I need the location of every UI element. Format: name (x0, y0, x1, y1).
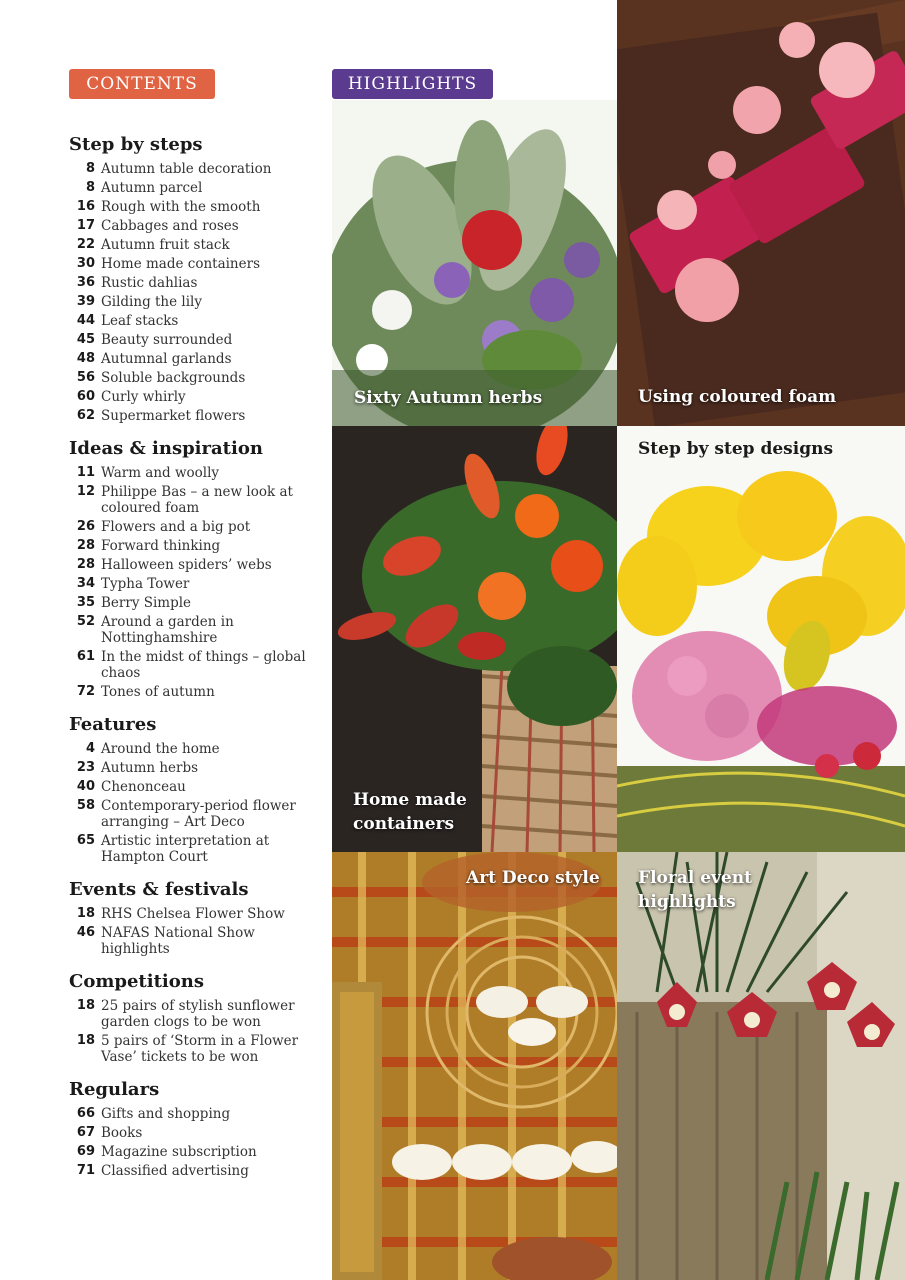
article-title: Halloween spiders’ webs (101, 557, 272, 573)
article-title: Autumn table decoration (101, 161, 272, 177)
article-title: Soluble backgrounds (101, 370, 246, 386)
toc-section (69, 969, 319, 1065)
toc-entry[interactable] (69, 370, 319, 386)
toc-entry[interactable] (69, 1033, 319, 1065)
toc-entry[interactable] (69, 351, 319, 367)
toc-entry[interactable] (69, 614, 319, 646)
page-number: 17 (76, 218, 95, 233)
containers-caption (353, 788, 467, 836)
article-title: Rough with the smooth (101, 199, 261, 215)
article-title: Chenonceau (101, 779, 186, 795)
toc-entry[interactable] (69, 218, 319, 234)
article-title: Contemporary-period flower arranging – Art Deco (101, 798, 296, 830)
toc-entry[interactable] (69, 760, 319, 776)
toc-entry[interactable] (69, 199, 319, 215)
page-number: 69 (76, 1144, 95, 1159)
toc-entry[interactable] (69, 925, 319, 957)
article-title: Autumn parcel (101, 180, 203, 196)
art-deco-caption: Art Deco style (466, 868, 600, 888)
art-deco-photo (332, 852, 617, 1280)
toc-entry[interactable] (69, 538, 319, 554)
section-heading: Ideas & inspiration (69, 438, 263, 459)
highlight-step-by-step-designs[interactable] (617, 426, 905, 852)
page-number: 11 (76, 465, 95, 480)
toc-entry[interactable] (69, 294, 319, 310)
page-number: 35 (76, 595, 95, 610)
toc-entry[interactable] (69, 576, 319, 592)
toc-entry[interactable] (69, 1144, 319, 1160)
page-number: 65 (76, 833, 95, 848)
toc-entry[interactable] (69, 595, 319, 611)
toc-entry[interactable] (69, 741, 319, 757)
highlights-tab: HIGHLIGHTS (332, 69, 493, 99)
page-number: 4 (85, 741, 95, 756)
step-designs-caption: Step by step designs (638, 439, 834, 459)
toc-entry[interactable] (69, 833, 319, 865)
page-number: 28 (76, 557, 95, 572)
section-heading: Regulars (69, 1079, 160, 1100)
highlight-coloured-foam[interactable] (617, 0, 905, 426)
section-heading: Features (69, 714, 157, 735)
article-title: Beauty surrounded (101, 332, 233, 348)
article-title: In the midst of things – global chaos (101, 649, 306, 681)
contents-tab: CONTENTS (69, 69, 215, 99)
toc-entry[interactable] (69, 180, 319, 196)
page-number: 30 (76, 256, 95, 271)
article-title: Gilding the lily (101, 294, 202, 310)
article-title: Around the home (101, 741, 220, 757)
page-number: 12 (76, 484, 95, 499)
section-heading: Competitions (69, 971, 204, 992)
page-number: 60 (76, 389, 95, 404)
article-title: Rustic dahlias (101, 275, 198, 291)
toc-entry[interactable] (69, 998, 319, 1030)
foam-photo (617, 0, 905, 426)
article-title: Classified advertising (101, 1163, 249, 1179)
floral-event-caption (638, 866, 752, 914)
article-title: Curly whirly (101, 389, 186, 405)
containers-caption-line1: Home made (353, 790, 467, 810)
page-number: 18 (76, 998, 95, 1013)
article-title: Artistic interpretation at Hampton Court (101, 833, 270, 865)
toc-entry[interactable] (69, 484, 319, 516)
article-title: Around a garden in Nottinghamshire (101, 614, 234, 646)
article-title: Berry Simple (101, 595, 192, 611)
toc-entry[interactable] (69, 332, 319, 348)
article-title: Typha Tower (101, 576, 190, 592)
highlight-floral-event[interactable] (617, 852, 905, 1280)
toc-entry[interactable] (69, 906, 319, 922)
toc-entry[interactable] (69, 237, 319, 253)
highlight-autumn-herbs[interactable] (332, 100, 617, 426)
page-number: 23 (76, 760, 95, 775)
toc-entry[interactable] (69, 1106, 319, 1122)
page-number: 28 (76, 538, 95, 553)
toc-entry[interactable] (69, 649, 319, 681)
toc-entry[interactable] (69, 1163, 319, 1179)
article-title: Philippe Bas – a new look at coloured foam (101, 484, 293, 516)
toc-entry[interactable] (69, 779, 319, 795)
page-number: 39 (76, 294, 95, 309)
toc-entry[interactable] (69, 256, 319, 272)
article-title: Autumn fruit stack (101, 237, 230, 253)
article-title: Cabbages and roses (101, 218, 239, 234)
article-title: Tones of autumn (101, 684, 215, 700)
article-title: Flowers and a big pot (101, 519, 251, 535)
toc-section (69, 1077, 319, 1179)
page-number: 26 (76, 519, 95, 534)
page-number: 72 (76, 684, 95, 699)
article-title: Autumn herbs (101, 760, 199, 776)
page-number: 62 (76, 408, 95, 423)
toc-entry[interactable] (69, 798, 319, 830)
foam-caption: Using coloured foam (638, 387, 837, 407)
highlight-art-deco-style[interactable] (332, 852, 617, 1280)
page-number: 44 (76, 313, 95, 328)
toc-entry[interactable] (69, 465, 319, 481)
toc-entry[interactable] (69, 275, 319, 291)
article-title: Books (101, 1125, 143, 1141)
page-number: 56 (76, 370, 95, 385)
section-heading: Step by steps (69, 134, 203, 155)
toc-entry[interactable] (69, 408, 319, 424)
page-number: 16 (76, 199, 95, 214)
page-number: 66 (76, 1106, 95, 1121)
toc-section (69, 877, 319, 957)
toc-section (69, 132, 319, 424)
article-title: RHS Chelsea Flower Show (101, 906, 285, 922)
page-number: 71 (76, 1163, 95, 1178)
page-number: 58 (76, 798, 95, 813)
page-number: 22 (76, 237, 95, 252)
toc-entry[interactable] (69, 1125, 319, 1141)
toc-entry[interactable] (69, 313, 319, 329)
floral-event-photo (617, 852, 905, 1280)
page-number: 8 (85, 180, 95, 195)
section-heading: Events & festivals (69, 879, 249, 900)
page-number: 34 (76, 576, 95, 591)
article-title: Leaf stacks (101, 313, 179, 329)
page-number: 18 (76, 1033, 95, 1048)
page-number: 45 (76, 332, 95, 347)
page-number: 18 (76, 906, 95, 921)
toc-entry[interactable] (69, 389, 319, 405)
page-number: 8 (85, 161, 95, 176)
herbs-caption: Sixty Autumn herbs (354, 388, 543, 408)
article-title: 25 pairs of stylish sunflower garden clogs to be won (101, 998, 295, 1030)
article-title: Gifts and shopping (101, 1106, 231, 1122)
toc-section (69, 436, 319, 700)
article-title: Supermarket flowers (101, 408, 246, 424)
toc-entry[interactable] (69, 684, 319, 700)
article-title: Forward thinking (101, 538, 221, 554)
toc-entry[interactable] (69, 161, 319, 177)
page-number: 46 (76, 925, 95, 940)
herbs-photo (332, 100, 617, 426)
article-title: Magazine subscription (101, 1144, 257, 1160)
page-number: 61 (76, 649, 95, 664)
page-number: 36 (76, 275, 95, 290)
table-of-contents (69, 132, 319, 1191)
article-title: Warm and woolly (101, 465, 220, 481)
article-title: Home made containers (101, 256, 260, 272)
toc-entry[interactable] (69, 557, 319, 573)
page-number: 52 (76, 614, 95, 629)
page-number: 67 (76, 1125, 95, 1140)
page-number: 40 (76, 779, 95, 794)
toc-entry[interactable] (69, 519, 319, 535)
article-title: NAFAS National Show highlights (101, 925, 255, 957)
article-title: 5 pairs of ‘Storm in a Flower Vase’ tickets to be won (101, 1033, 299, 1065)
toc-section (69, 712, 319, 865)
page-number: 48 (76, 351, 95, 366)
step-designs-photo (617, 426, 905, 852)
containers-caption-line2: containers (353, 814, 455, 834)
article-title: Autumnal garlands (101, 351, 232, 367)
floral-caption-line2: highlights (638, 892, 736, 912)
floral-caption-line1: Floral event (638, 868, 752, 888)
highlight-home-made-containers[interactable] (332, 426, 617, 852)
